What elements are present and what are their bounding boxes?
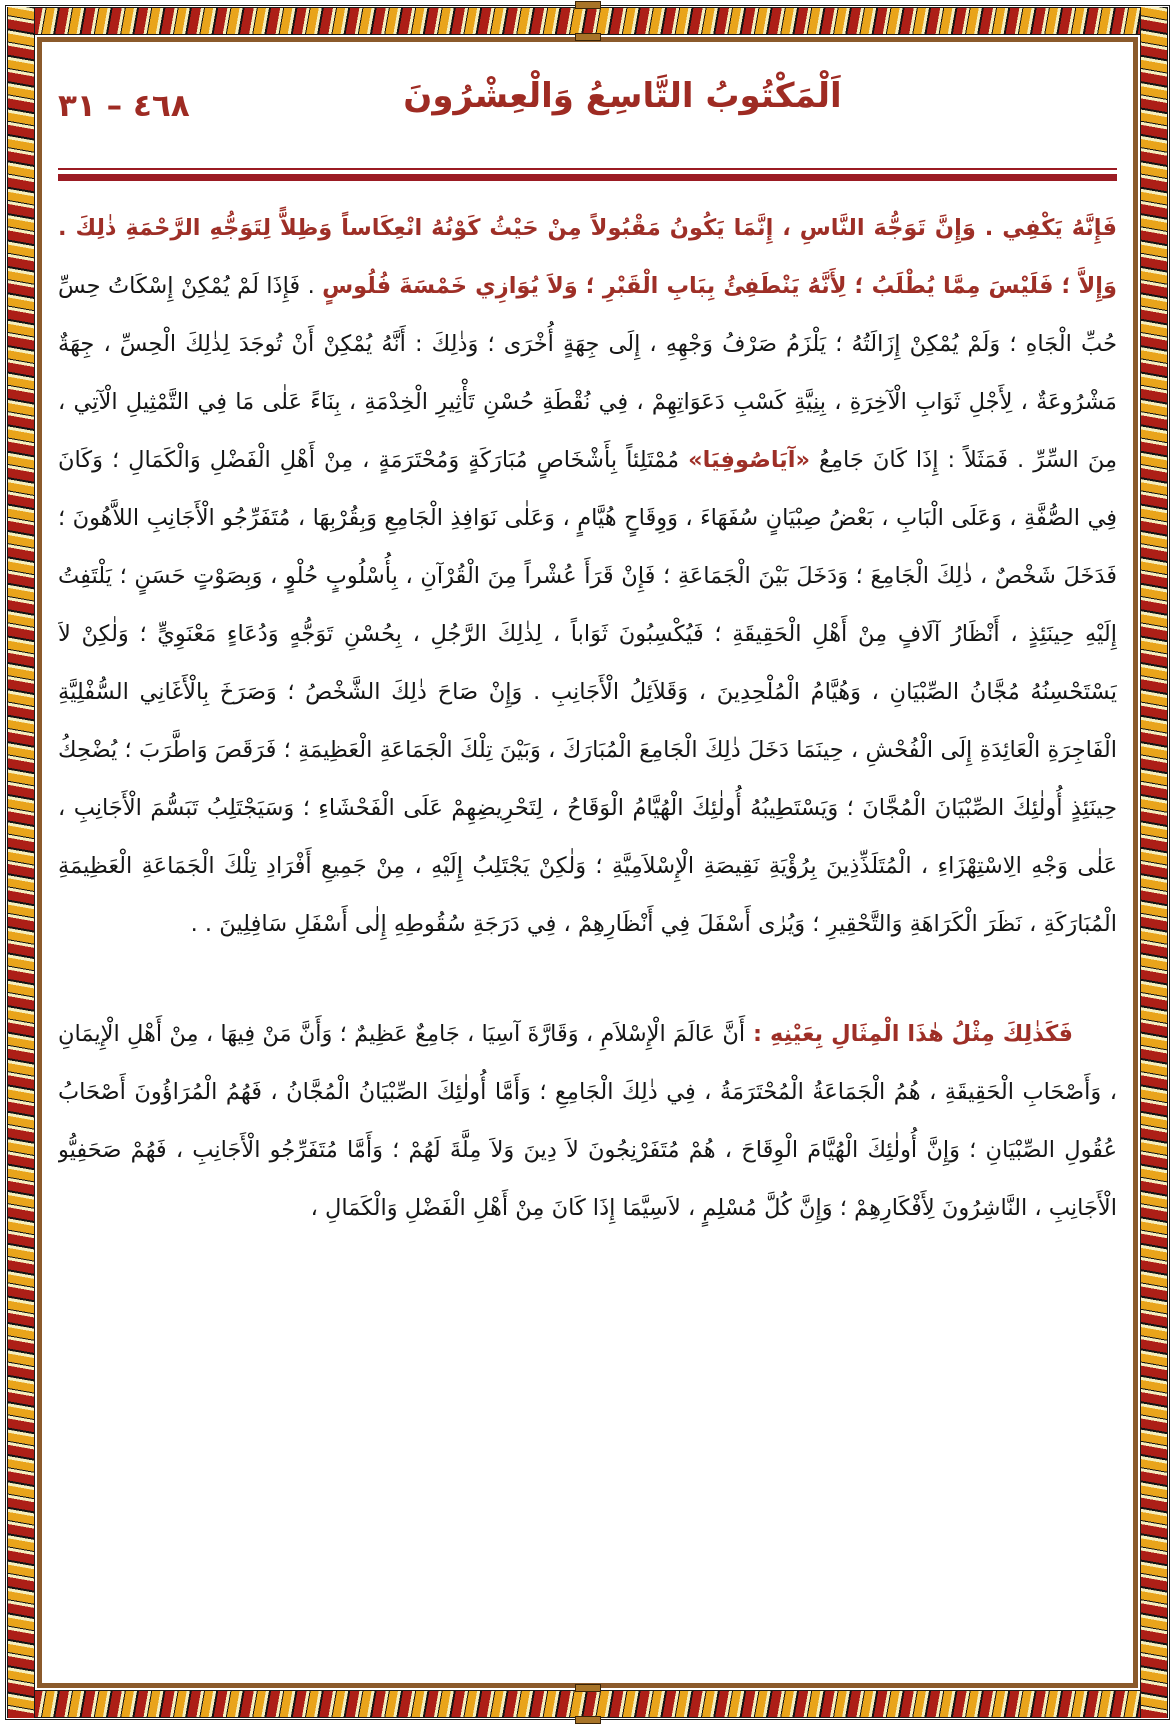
body-text (58, 199, 1117, 1237)
text-segment-black: مُمْتَلِئاً بِأَشْخَاصٍ مُبَارَكَةٍ وَمُحْتَرَمَةٍ ، مِنْ أَهْلِ الْفَضْلِ وَالْكَمَالِ ؛ وَكَانَ فِي الصُّفَّةِ ، وَعَلَى الْبَابِ ، بَعْضُ صِبْيَانٍ سُفَهَاءَ ، وَوِقَاحٍ هُيَّامٍ ، وَعَلٰى نَوَافِذِ الْجَامِعِ وَبِقُرْبِهَا ، مُتَفَرِّجُو الْأَجَانِبِ اللاَّهُونَ ؛ فَدَخَلَ شَخْصٌ ، ذٰلِكَ الْجَامِعَ ؛ وَدَخَلَ بَيْنَ الْجَمَاعَةِ ؛ فَإِنْ قَرَأَ عُشْراً مِنَ الْقُرْآنِ ، بِأُسْلُوبٍ حُلْوٍ ، وَبِصَوْتٍ حَسَنٍ ؛ يَلْتَفِتُ إِلَيْهِ حِينَئِذٍ ، أَنْظَارُ آلَافٍ مِنْ أَهْلِ الْحَقِيقَةِ ؛ فَيُكْسِبُونَ ثَوَاباً ، لِذٰلِكَ الرَّجُلِ ، بِحُسْنِ تَوَجُّهٍ وَدُعَاءٍ مَعْنَوِيٍّ ؛ وَلٰكِنْ لاَ يَسْتَحْسِنُهُ مُجَّانُ الصِّبْيَانِ ، وَهُيَّامُ الْمُلْحِدِينَ ، وَقَلاَئِلُ الْأَجَانِبِ . وَإِنْ صَاحَ ذٰلِكَ الشَّخْصُ ؛ وَصَرَخَ بِالْأَغَانِي السُّفْلِيَّةِ الْفَاجِرَةِ الْعَائِدَةِ إِلَى الْفُحْشِ ، حِينَمَا دَخَلَ ذٰلِكَ الْجَامِعَ الْمُبَارَكَ ، وَبَيْنَ تِلْكَ الْجَمَاعَةِ الْعَظِيمَةِ ؛ فَرَقَصَ وَاطَّرَبَ ؛ يُضْحِكُ حِينَئِذٍ أُولٰئِكَ الصِّبْيَانَ الْمُجَّانَ ؛ وَيَسْتَطِيبُهُ أُولٰئِكَ الْهُيَّامُ الْوَقَاحُ ، لِتَحْرِيضِهِمْ عَلَى الْفَحْشَاءِ ؛ وَسَيَجْتَلِبُ تَبَسُّمَ الْأَجَانِبِ ، عَلٰى وَجْهِ الِاسْتِهْزَاءِ ، الْمُتَلَذِّذِينَ بِرُؤْيَةِ نَقِيصَةِ الْإِسْلاَمِيَّةِ ؛ وَلٰكِنْ يَجْتَلِبُ إِلَيْهِ ، مِنْ جَمِيعِ أَفْرَادِ تِلْكَ الْجَمَاعَةِ الْعَظِيمَةِ الْمُبَارَكَةِ ، نَظَرَ الْكَرَاهَةِ وَالتَّحْقِيرِ ؛ وَيُرٰى أَسْفَلَ فِي أَنْظَارِهِمْ ، فِي دَرَجَةِ سُقُوطِهِ إِلٰى أَسْفَلِ سَافِلِينَ . . (58, 447, 1117, 937)
paragraph (58, 199, 1117, 953)
frame-tab-bottom-inner (575, 1684, 601, 1692)
frame-tab-top-inner (575, 33, 601, 41)
header-divider (58, 168, 1117, 181)
text-segment-black: . فَإِذَا لَمْ يُمْكِنْ إِسْكَاتُ حِسِّ حُبِّ الْجَاهِ ؛ وَلَمْ يُمْكِنْ إِزَالَتُهُ ؛ يَلْزَمُ صَرْفُ وَجْهِهِ ، إِلَى جِهَةٍ أُخْرَى ؛ وَذٰلِكَ : أَنَّهُ يُمْكِنْ أَنْ تُوجَدَ لِذٰلِكَ الْحِسِّ ، جِهَةٌ مَشْرُوعَةٌ ، لِأَجْلِ ثَوَابِ الْآخِرَةِ ، بِنِيَّةِ كَسْبِ دَعَوَاتِهِمْ ، فِي نُقْطَةِ حُسْنِ تَأْثِيرِ الْخِدْمَةِ ، بِنَاءً عَلٰى مَا فِي التَّمْثِيلِ الْآتِي ، مِنَ السِّرِّ . فَمَثَلاً : إِذَا كَانَ جَامِعُ (58, 273, 1117, 473)
text-segment-red: «آيَاصُوفِيَا» (688, 447, 810, 473)
chain-border-right (1140, 7, 1168, 1718)
header-divider-thin-line (58, 168, 1117, 170)
frame-tab-bottom-outer (575, 1716, 601, 1724)
page-content (58, 48, 1117, 1675)
chain-border-left (7, 7, 35, 1718)
text-segment-red: فَإِنَّهُ يَكْفِي . وَإِنَّ تَوَجُّهَ النَّاسِ ، إِنَّمَا يَكُونُ مَقْبُولاً مِنْ حَيْثُ كَوْنُهُ انْعِكَاساً وَظِلاًّ لِتَوَجُّهِ الرَّحْمَةِ ذٰلِكَ . وَإِلاَّ ؛ فَلَيْسَ مِمَّا يُطْلَبُ ؛ لِأَنَّهُ يَنْطَفِئُ بِبَابِ الْقَبْرِ ؛ وَلاَ يُوَازِي خَمْسَةَ فُلُوسٍ (58, 215, 1117, 299)
header-divider-thick-line (58, 174, 1117, 181)
chain-border-top (7, 7, 1168, 35)
text-segment-black: أَنَّ عَالَمَ الْإِسْلاَمِ ، وَقَارَّةَ آسِيَا ، جَامِعٌ عَظِيمٌ ؛ وَأَنَّ مَنْ فِيهَا ، مِنْ أَهْلِ الْإِيمَانِ ، وَأَصْحَابِ الْحَقِيقَةِ ، هُمُ الْجَمَاعَةُ الْمُحْتَرَمَةُ ، فِي ذٰلِكَ الْجَامِعِ ؛ وَأَمَّا أُولٰئِكَ الصِّبْيَانُ الْمُجَّانُ ، فَهُمُ الْمُرَاؤُونَ أَصْحَابُ عُقُولِ الصِّبْيَانِ ؛ وَإِنَّ أُولٰئِكَ الْهُيَّامَ الْوِقَاحَ ، هُمْ مُتَفَرْنِجُونَ لاَ دِينَ وَلاَ مِلَّةَ لَهُمْ ؛ وَأَمَّا مُتَفَرِّجُو الْأَجَانِبِ ، فَهُمْ صَحَفِيُّو الْأَجَانِبِ ، النَّاشِرُونَ لِأَفْكَارِهِمْ ؛ وَإِنَّ كُلَّ مُسْلِمٍ ، لاَسِيَّمَا إِذَا كَانَ مِنْ أَهْلِ الْفَضْلِ وَالْكَمَالِ ، (58, 1021, 1117, 1221)
paragraph (58, 1005, 1117, 1237)
text-segment-red: فَكَذٰلِكَ مِثْلُ هٰذَا الْمِثَالِ بِعَيْنِهِ : (745, 1021, 1073, 1047)
page-header (58, 70, 1117, 162)
frame-tab-top-outer (575, 1, 601, 9)
chain-border-bottom (7, 1690, 1168, 1718)
page-number: ٤٦٨ – ٣١ (58, 88, 190, 124)
page-title: اَلْمَكْتُوبُ التَّاسِعُ وَالْعِشْرُونَ (403, 76, 842, 116)
